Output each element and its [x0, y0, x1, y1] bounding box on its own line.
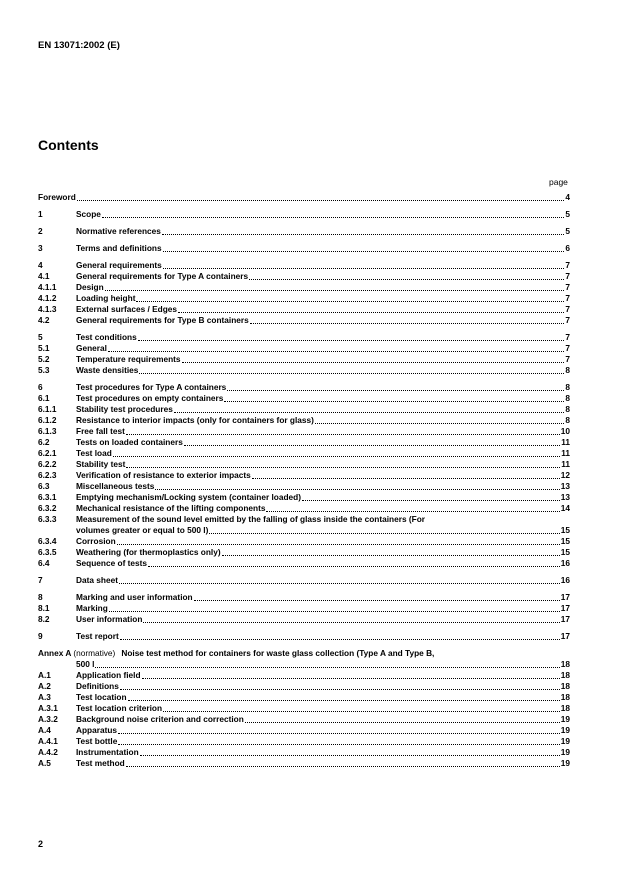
dot-leader [194, 594, 560, 601]
toc-entry-page: 19 [560, 736, 570, 746]
toc-entry-number: 6.2 [38, 437, 50, 447]
toc-entry-number: 6.1.2 [38, 415, 57, 425]
dot-leader [117, 538, 560, 545]
toc-entry[interactable] [38, 681, 570, 692]
toc-entry-number: A.5 [38, 758, 51, 768]
toc-entry-title: Foreword [38, 192, 76, 202]
dot-leader [266, 505, 559, 512]
toc-entry-number: 6.2.1 [38, 448, 57, 458]
dot-leader [174, 406, 565, 413]
dot-leader [178, 306, 564, 313]
toc-entry-title: User information [76, 614, 143, 624]
toc-entry[interactable] [38, 437, 570, 448]
toc-entry-page: 17 [560, 592, 570, 602]
toc-entry-page: 19 [560, 758, 570, 768]
toc-entry-number: 7 [38, 575, 43, 585]
toc-entry-title: Tests on loaded containers [76, 437, 183, 447]
dot-leader [118, 738, 559, 745]
dot-leader [155, 483, 559, 490]
toc-entry-title: Test conditions [76, 332, 137, 342]
annex-label: Annex A [38, 648, 72, 658]
toc-entry-number: 4.1.2 [38, 293, 57, 303]
toc-entry-number: 4 [38, 260, 43, 270]
toc-entry-page: 16 [560, 558, 570, 568]
toc-entry-title-continued: volumes greater or equal to 500 l) [76, 525, 209, 535]
toc-entry-number: 6.2.3 [38, 470, 57, 480]
toc-entry[interactable] [38, 209, 570, 220]
toc-entry[interactable] [38, 614, 570, 625]
toc-entry-title: Instrumentation [76, 747, 139, 757]
dot-leader [143, 616, 559, 623]
toc-entry-number: 8.2 [38, 614, 50, 624]
toc-entry-title: Mechanical resistance of the lifting components [76, 503, 266, 513]
toc-entry-title: General [76, 343, 107, 353]
toc-entry-title: Test procedures for Type A containers [76, 382, 227, 392]
toc-entry-title: Application field [76, 670, 141, 680]
toc-entry-page: 5 [565, 209, 570, 219]
toc-entry-title: Loading height [76, 293, 136, 303]
toc-entry[interactable] [38, 481, 570, 492]
dot-leader [163, 705, 560, 712]
toc-entry[interactable] [38, 393, 570, 404]
toc-entry-title: Verification of resistance to exterior impacts [76, 470, 251, 480]
dot-leader [227, 384, 564, 391]
toc-entry-page: 7 [565, 282, 570, 292]
toc-entry[interactable] [38, 459, 570, 470]
toc-entry-title: Free fall test [76, 426, 125, 436]
toc-entry-title: Stability test [76, 459, 126, 469]
toc-entry-title: Weathering (for thermoplastics only) [76, 547, 221, 557]
toc-entry-title: Data sheet [76, 575, 118, 585]
toc-entry[interactable] [38, 692, 570, 703]
toc-entry-page: 19 [560, 747, 570, 757]
toc-entry[interactable] [38, 404, 570, 415]
toc-entry-number: 5.3 [38, 365, 50, 375]
toc-entry-title: Apparatus [76, 725, 118, 735]
toc-entry-page: 7 [565, 304, 570, 314]
toc-entry-title: Emptying mechanism/Locking system (container loaded) [76, 492, 301, 502]
dot-leader [138, 334, 565, 341]
toc-entry[interactable] [38, 670, 570, 681]
toc-entry-title: Scope [76, 209, 101, 219]
toc-entry-page: 8 [565, 404, 570, 414]
toc-entry-page: 7 [565, 332, 570, 342]
toc-entry-number: 1 [38, 209, 43, 219]
toc-entry-number: 6.2.2 [38, 459, 57, 469]
dot-leader [95, 661, 559, 668]
dot-leader [163, 245, 565, 252]
toc-entry-number: A.3.2 [38, 714, 58, 724]
toc-entry-number: A.3 [38, 692, 51, 702]
toc-entry-number: 9 [38, 631, 43, 641]
toc-entry[interactable] [38, 243, 570, 254]
dot-leader [252, 472, 560, 479]
toc-entry[interactable] [38, 747, 570, 758]
toc-entry-number: A.3.1 [38, 703, 58, 713]
toc-entry-number: A.1 [38, 670, 51, 680]
toc-entry-page: 18 [560, 670, 570, 680]
toc-entry[interactable] [38, 315, 570, 326]
toc-entry[interactable] [38, 547, 570, 558]
annex-title-continued: 500 l [76, 659, 95, 669]
toc-entry-page: 18 [560, 681, 570, 691]
toc-entry-page: 15 [560, 547, 570, 557]
toc-entry-number: 6.3.2 [38, 503, 57, 513]
toc-entry-page: 18 [560, 703, 570, 713]
toc-entry[interactable] [38, 192, 570, 203]
annex-normative: (normative) [73, 648, 116, 658]
dot-leader [105, 284, 565, 291]
toc-entry-title: Resistance to interior impacts (only for containers for glass) [76, 415, 314, 425]
dot-leader [162, 228, 565, 235]
toc-entry-title: Background noise criterion and correction [76, 714, 244, 724]
toc-entry-page: 13 [560, 481, 570, 491]
toc-entry-page: 10 [560, 426, 570, 436]
dot-leader [224, 395, 564, 402]
dot-leader [249, 273, 564, 280]
toc-entry-number: 6.3.4 [38, 536, 57, 546]
toc-entry-number: A.4 [38, 725, 51, 735]
toc-entry[interactable] [38, 492, 570, 503]
toc-entry-page: 7 [565, 343, 570, 353]
toc-entry[interactable] [38, 415, 570, 426]
dot-leader [108, 345, 564, 352]
dot-leader [222, 549, 560, 556]
dot-leader [120, 683, 560, 690]
toc-entry-page: 6 [565, 243, 570, 253]
toc-entry[interactable] [38, 558, 570, 569]
toc-entry-page: 17 [560, 614, 570, 624]
toc-entry-page: 11 [561, 437, 570, 447]
dot-leader [315, 417, 564, 424]
toc-entry-page: 8 [565, 393, 570, 403]
dot-leader [120, 633, 560, 640]
toc-entry-title: External surfaces / Edges [76, 304, 177, 314]
toc-entry-title: Test load [76, 448, 112, 458]
toc-entry[interactable] [38, 503, 570, 514]
toc-entry-title: Corrosion [76, 536, 116, 546]
toc-entry-page: 11 [561, 459, 570, 469]
toc-entry-number: 8 [38, 592, 43, 602]
annex-heading[interactable] [38, 648, 570, 670]
toc-entry-number: 4.1.1 [38, 282, 57, 292]
toc-entry-page: 17 [560, 631, 570, 641]
dot-leader [250, 317, 565, 324]
toc-entry-page: 8 [565, 415, 570, 425]
toc-entry[interactable] [38, 703, 570, 714]
toc-entry-title: Marking [76, 603, 108, 613]
toc-entry-page: 12 [560, 470, 570, 480]
toc-entry-number: 5.1 [38, 343, 50, 353]
annex-title: Noise test method for containers for waste glass collection (Type A and Type B, [121, 648, 435, 658]
toc-entry-page: 5 [565, 226, 570, 236]
dot-leader [128, 694, 560, 701]
toc-entry[interactable] [38, 603, 570, 614]
toc-entry-page: 4 [565, 192, 570, 202]
toc-entry-title: Definitions [76, 681, 119, 691]
toc-entry-title: Temperature requirements [76, 354, 181, 364]
toc-entry-title: Stability test procedures [76, 404, 173, 414]
toc-entry[interactable] [38, 365, 570, 376]
toc-entry-number: 4.1.3 [38, 304, 57, 314]
dot-leader [126, 428, 560, 435]
toc-entry-number: 6.3 [38, 481, 50, 491]
toc-entry-number: 3 [38, 243, 43, 253]
toc-entry-page: 15 [560, 536, 570, 546]
toc-entry-page: 7 [565, 354, 570, 364]
toc-entry[interactable] [38, 282, 570, 293]
toc-entry-page: 7 [565, 293, 570, 303]
toc-entry-title: General requirements [76, 260, 162, 270]
toc-entry-page: 19 [560, 725, 570, 735]
dot-leader [109, 605, 560, 612]
toc-entry-page: 15 [560, 525, 570, 535]
toc-entry-number: 4.2 [38, 315, 50, 325]
toc-entry-number: 6.1.3 [38, 426, 57, 436]
toc-entry[interactable] [38, 271, 570, 282]
toc-entry-number: 8.1 [38, 603, 50, 613]
document-code: EN 13071:2002 (E) [38, 40, 120, 51]
dot-leader [245, 716, 560, 723]
toc-entry-number: 4.1 [38, 271, 50, 281]
toc-entry-title: Waste densities [76, 365, 139, 375]
toc-entry-title: Sequence of tests [76, 558, 148, 568]
dot-leader [148, 560, 560, 567]
toc-entry-page: 7 [565, 315, 570, 325]
dot-leader [102, 211, 564, 218]
toc-entry-number: 5 [38, 332, 43, 342]
annex-page: 18 [560, 659, 570, 669]
toc-entry[interactable] [38, 293, 570, 304]
toc-entry-page: 8 [565, 365, 570, 375]
toc-entry-title: Measurement of the sound level emitted by the falling of glass inside the containers (For [76, 514, 425, 524]
toc-entry-number: 6 [38, 382, 43, 392]
dot-leader [118, 727, 560, 734]
dot-leader [140, 749, 560, 756]
toc-entry-title: Test method [76, 758, 125, 768]
toc-entry[interactable] [38, 343, 570, 354]
page-number: 2 [38, 839, 44, 849]
toc-entry-title: Test location criterion [76, 703, 163, 713]
table-of-contents [38, 192, 570, 769]
page-column-label: page [549, 177, 568, 187]
toc-entry[interactable] [38, 354, 570, 365]
toc-entry-number: A.2 [38, 681, 51, 691]
toc-entry-page: 7 [565, 271, 570, 281]
toc-entry-page: 18 [560, 692, 570, 702]
toc-entry-page: 19 [560, 714, 570, 724]
toc-entry[interactable] [38, 536, 570, 547]
toc-entry[interactable] [38, 382, 570, 393]
toc-entry-title: General requirements for Type B containers [76, 315, 249, 325]
toc-entry[interactable] [38, 725, 570, 736]
toc-entry-number: A.4.2 [38, 747, 58, 757]
dot-leader [136, 295, 564, 302]
toc-entry-number: 6.1 [38, 393, 50, 403]
dot-leader [209, 527, 559, 534]
toc-entry-number: 6.4 [38, 558, 50, 568]
toc-entry-page: 16 [560, 575, 570, 585]
toc-entry-number: 6.3.5 [38, 547, 57, 557]
toc-entry-page: 14 [560, 503, 570, 513]
dot-leader [77, 194, 565, 201]
toc-entry-number: 6.3.1 [38, 492, 57, 502]
toc-entry[interactable] [38, 736, 570, 747]
toc-entry[interactable] [38, 448, 570, 459]
toc-entry-number: 2 [38, 226, 43, 236]
toc-entry-page: 7 [565, 260, 570, 270]
toc-entry-title: Test report [76, 631, 119, 641]
toc-entry-title: Design [76, 282, 104, 292]
toc-entry-title: Test bottle [76, 736, 118, 746]
dot-leader [142, 672, 560, 679]
toc-entry[interactable] [38, 592, 570, 603]
dot-leader [182, 356, 565, 363]
toc-entry-page: 8 [565, 382, 570, 392]
toc-entry[interactable] [38, 426, 570, 437]
dot-leader [126, 461, 560, 468]
toc-entry-number: A.4.1 [38, 736, 58, 746]
toc-entry[interactable] [38, 260, 570, 271]
toc-entry-title: Normative references [76, 226, 161, 236]
toc-entry-title: General requirements for Type A containers [76, 271, 249, 281]
page-title: Contents [38, 137, 99, 153]
toc-entry[interactable] [38, 714, 570, 725]
dot-leader [163, 262, 565, 269]
toc-entry-title: Marking and user information [76, 592, 193, 602]
toc-entry[interactable] [38, 470, 570, 481]
toc-entry[interactable] [38, 631, 570, 642]
toc-entry-number: 6.3.3 [38, 514, 57, 524]
toc-entry-page: 11 [561, 448, 570, 458]
toc-entry-page: 13 [560, 492, 570, 502]
toc-entry-number: 5.2 [38, 354, 50, 364]
toc-entry-title: Test location [76, 692, 127, 702]
dot-leader [184, 439, 560, 446]
dot-leader [119, 577, 560, 584]
toc-entry-page: 17 [560, 603, 570, 613]
toc-entry[interactable] [38, 226, 570, 237]
dot-leader [113, 450, 560, 457]
toc-entry[interactable] [38, 575, 570, 586]
toc-entry[interactable] [38, 758, 570, 769]
toc-entry-title: Terms and definitions [76, 243, 162, 253]
toc-entry[interactable] [38, 304, 570, 315]
toc-entry[interactable] [38, 332, 570, 343]
dot-leader [139, 367, 564, 374]
dot-leader [126, 760, 560, 767]
toc-entry-title: Miscellaneous tests [76, 481, 155, 491]
annex-title-row [38, 659, 570, 670]
toc-entry[interactable] [38, 514, 570, 536]
toc-entry-title: Test procedures on empty containers [76, 393, 224, 403]
toc-entry-number: 6.1.1 [38, 404, 57, 414]
dot-leader [302, 494, 560, 501]
